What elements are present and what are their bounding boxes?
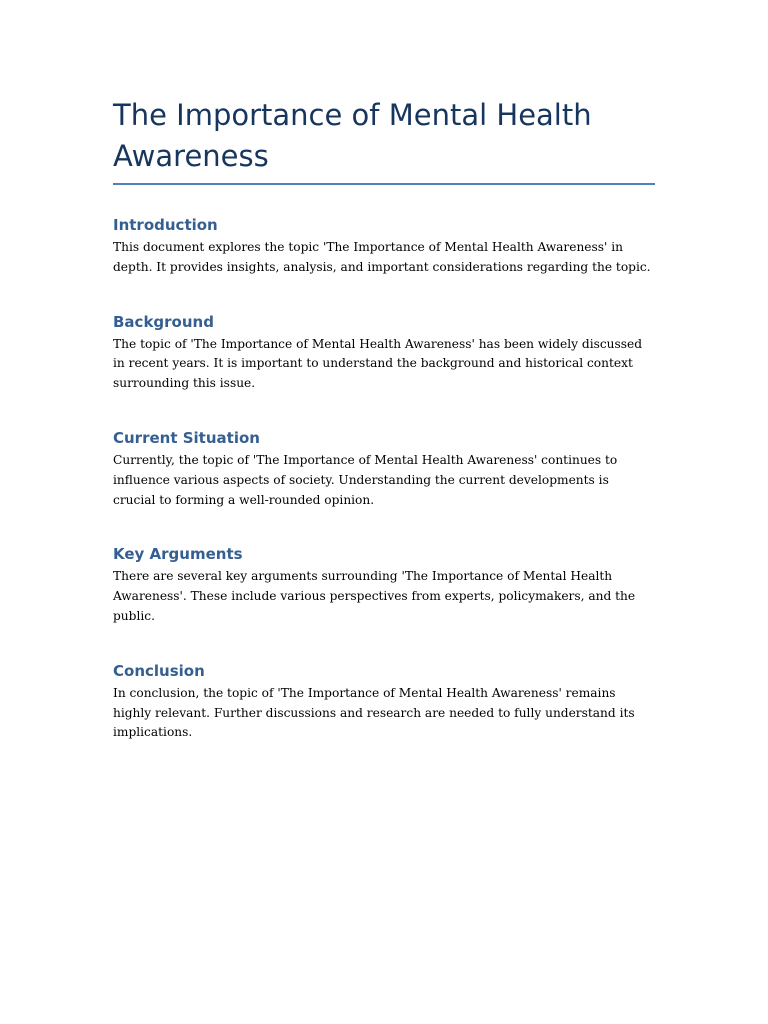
section-conclusion [113,661,655,743]
section-heading: Conclusion [113,661,205,680]
section-body: Currently, the topic of 'The Importance of Mental Health Awareness' continues to influence various aspects of society. Understanding the current developments is crucial to forming a well-rounded opinion. [113,452,618,507]
section-introduction [113,215,655,278]
section-current-situation [113,428,655,510]
document-page [113,95,655,743]
section-key-arguments [113,544,655,626]
section-heading: Background [113,312,214,331]
section-heading: Current Situation [113,428,260,447]
section-heading: Key Arguments [113,545,243,564]
section-body: There are several key arguments surrounding 'The Importance of Mental Health Awareness'. These include various perspectives from experts, policymakers, and the public. [113,569,636,623]
section-body: This document explores the topic 'The Importance of Mental Health Awareness' in depth. It provides insights, analysis, and important considerations regarding the topic. [113,240,651,274]
document-title: The Importance of Mental Health Awareness [113,95,655,185]
section-background [113,312,655,394]
section-body: The topic of 'The Importance of Mental Health Awareness' has been widely discussed in recent years. It is important to understand the background and historical context surrounding this issue. [113,336,643,391]
section-body: In conclusion, the topic of 'The Importance of Mental Health Awareness' remains highly relevant. Further discussions and research are needed to fully understand its implications. [113,685,635,740]
section-heading: Introduction [113,216,218,234]
